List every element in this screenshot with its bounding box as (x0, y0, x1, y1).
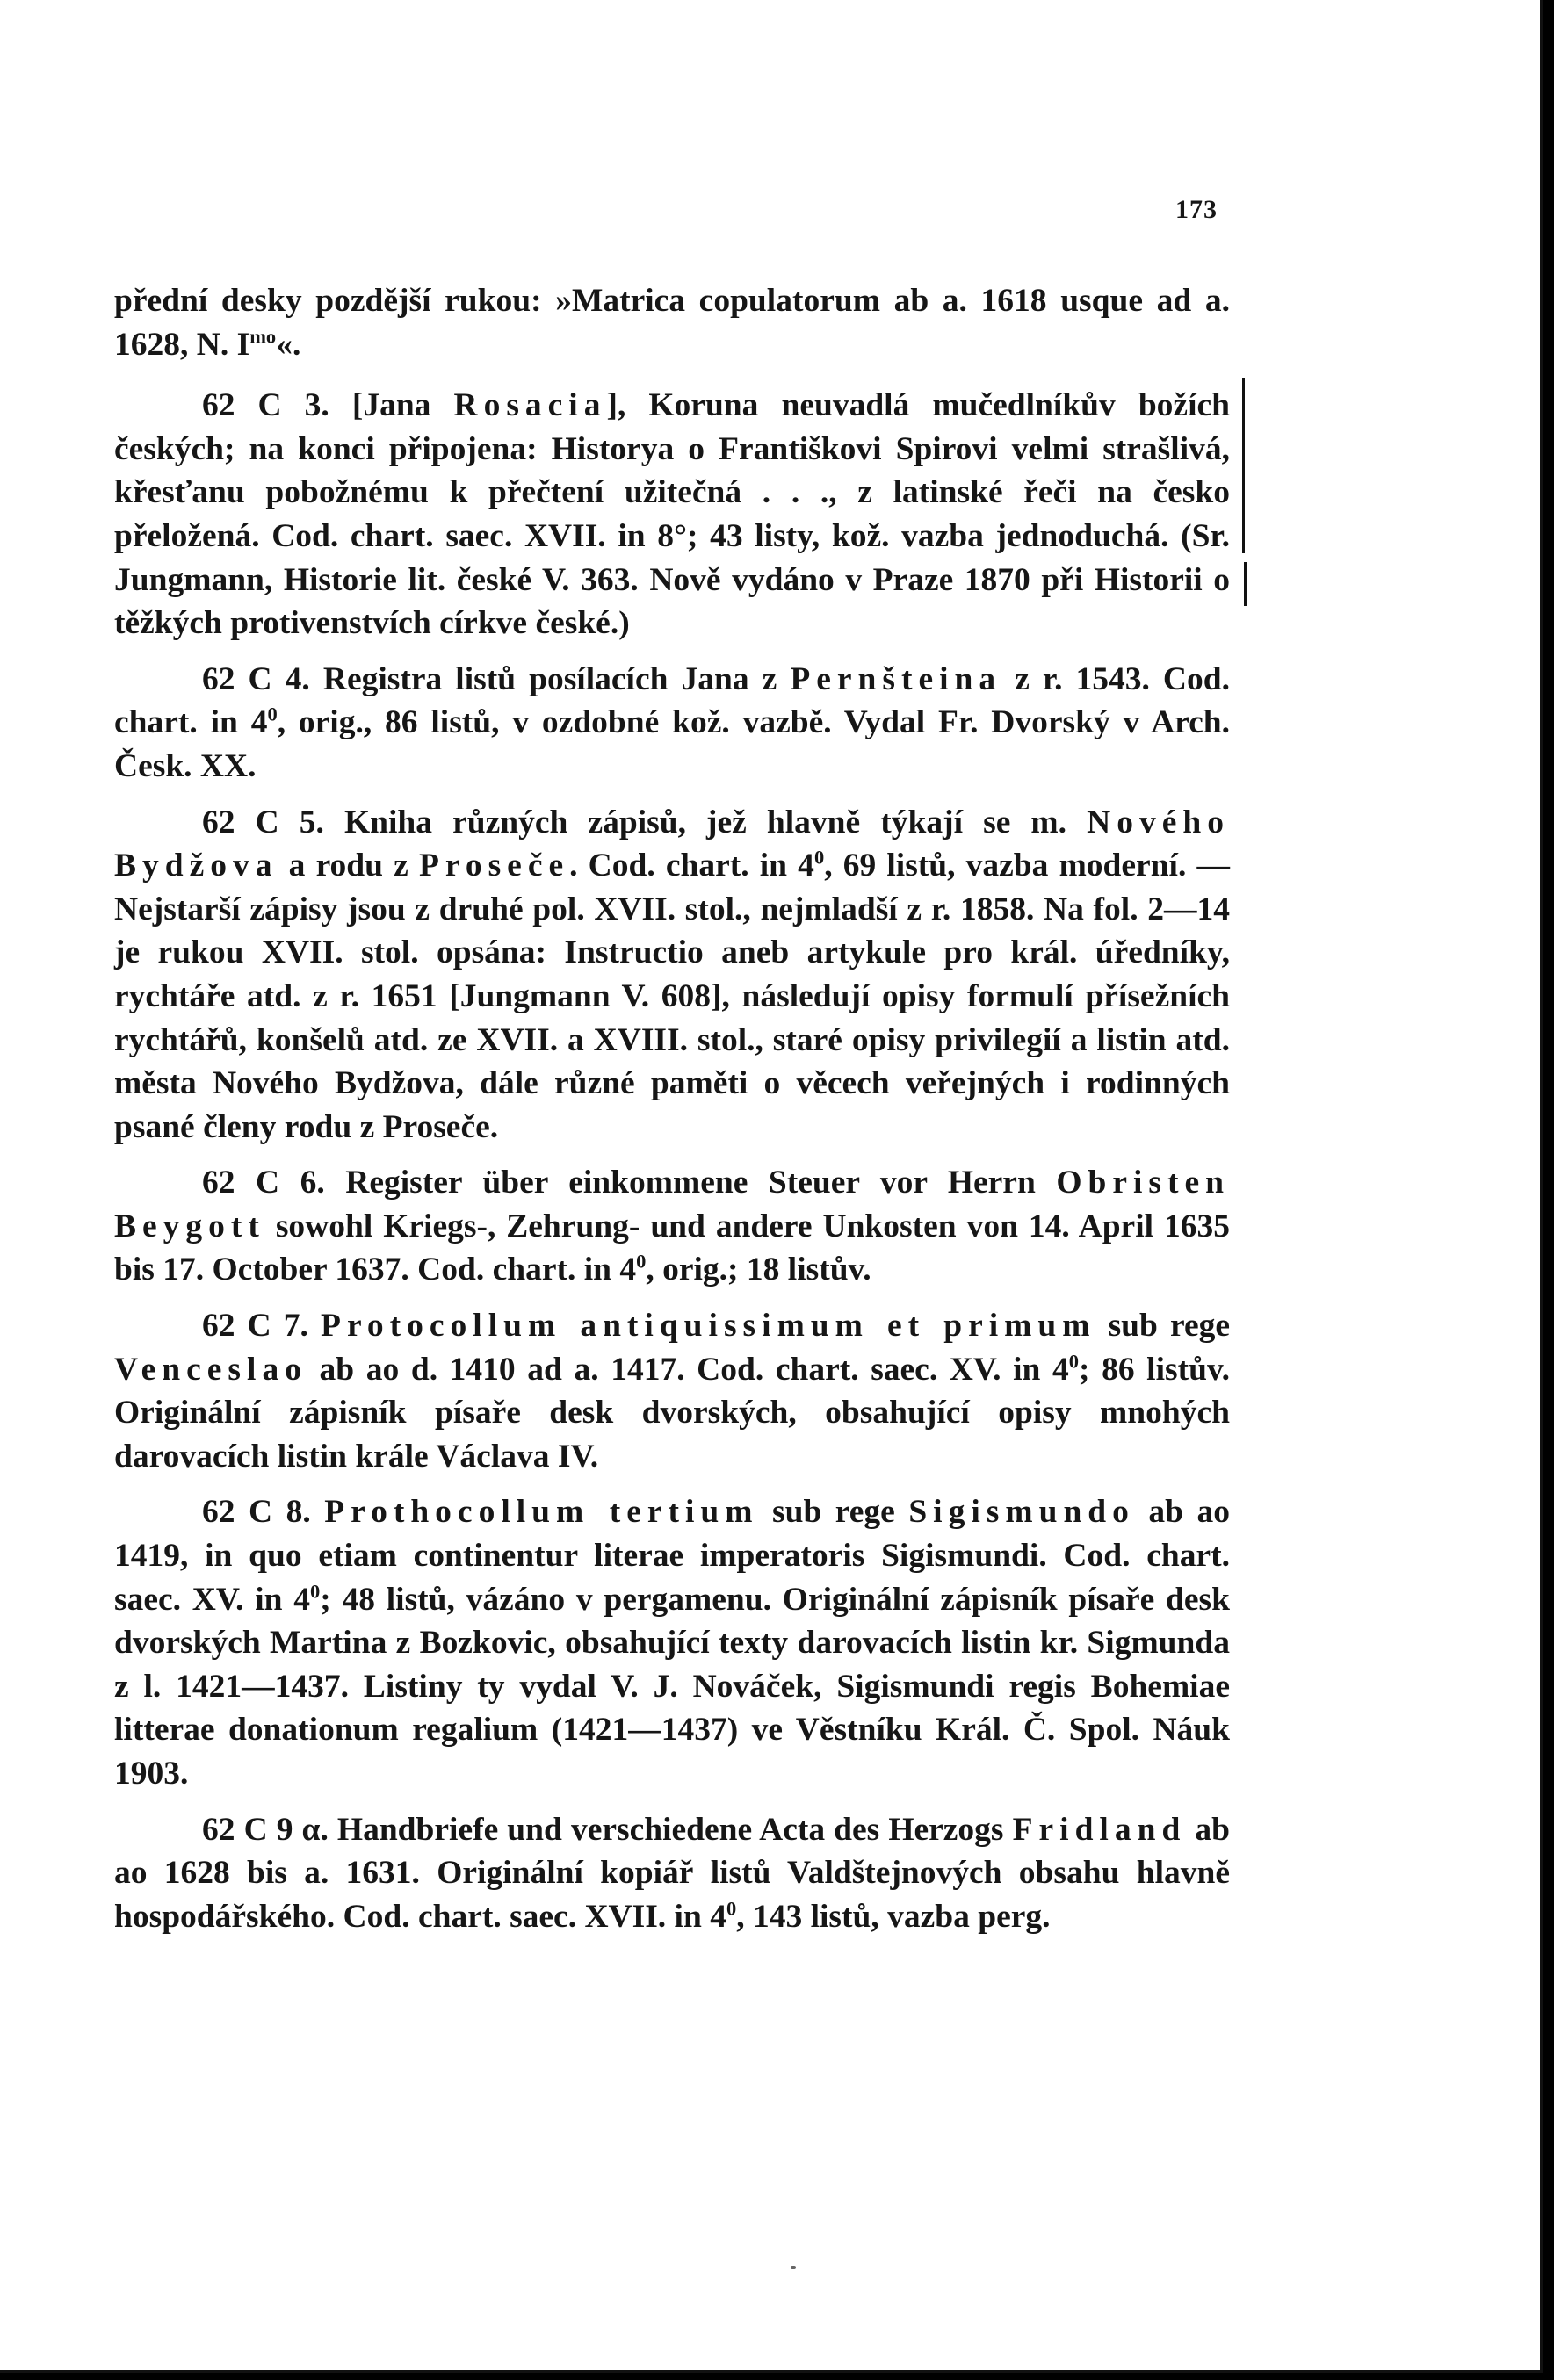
catalog-entry-62-c-8 (114, 1490, 1230, 1795)
text-run: ab ao 1628 bis a. 1631. Originální kopiář listů Valdštejnových obsahu hlavně hospodářského. Cod. chart. saec. XVII. in 4 (114, 1811, 1230, 1935)
catalog-entry-62-c-6 (114, 1161, 1230, 1292)
superscript: 0 (813, 846, 825, 869)
spaced-name: Prothocollum tertium (324, 1494, 759, 1531)
spaced-name: Proseče (418, 847, 570, 884)
signature-label: 62 C 4. (202, 660, 310, 697)
catalog-entry-62-c-7 (114, 1304, 1230, 1478)
text-run: , orig., 86 listů, v ozdobné kož. vazbě. Vydal Fr. Dvorský v Arch. Česk. XX. (114, 704, 1230, 784)
superscript: 0 (267, 703, 278, 725)
catalog-entry-62-c-9a (114, 1808, 1230, 1939)
signature-label: 62 C 5. (202, 804, 324, 840)
text-run: z r. 1543. Cod. chart. in 4 (114, 660, 1230, 741)
text-run: ], Koruna neuvadlá mučedlníkův božích českých; na konci připojena: Historya o Františkovi Spirovi velmi strašlivá, křesťanu pobožnému k přečtení užitečná . . ., z latinské řeči na česko přeložená. Cod. chart. saec. XVII. in 8°; 43 listy, kož. vazba jednoduchá. (Sr. Jungmann, Historie lit. české V. 363. Nově vydáno v Praze 1870 při Historii o těžkých protivenstvích církve české.) (114, 387, 1230, 642)
text-run: sowohl Kriegs-, Zehrung- und andere Unkosten von 14. April 1635 bis 17. October 1637. Cod. chart. in 4 (114, 1208, 1230, 1288)
binding-edge-mark (1244, 562, 1247, 606)
text-run: Registra listů posílacích Jana z (309, 660, 791, 697)
superscript: 0 (1068, 1350, 1079, 1373)
spaced-name: Sigismundo (908, 1494, 1135, 1531)
spaced-name: Venceslao (114, 1351, 307, 1388)
spaced-name: Obristen Beygott (114, 1165, 1230, 1244)
catalog-entry-62-c-4 (114, 658, 1230, 789)
signature-label: 62 C 3. (202, 387, 329, 424)
superscript: 0 (636, 1250, 647, 1273)
superscript: 0 (726, 1897, 737, 1920)
text-run: , 69 listů, vazba moderní. — Nejstarší zápisy jsou z druhé pol. XVII. stol., nejmladší z r. 1858. Na fol. 2—14 je rukou XVII. stol. opsána: Instructio aneb artykule pro král. úředníky, rychtáře atd. z r. 1651 [Jungmann V. 608], následují opisy formulí přísežních rychtářů, konšelů atd. ze XVII. a XVIII. stol., staré opisy privilegií a listin atd. města Nového Bydžova, dále různé paměti o věcech veřejných i rodinných psané členy rodu z Proseče. (114, 847, 1231, 1145)
text-run: ; 86 listův. Originální zápisník písaře desk dvorských, obsahující opisy mnohých darovacích listin krále Václava IV. (114, 1351, 1230, 1475)
text-run: sub rege (1095, 1308, 1230, 1345)
text-run: . Cod. chart. in 4 (569, 847, 814, 884)
binding-edge-mark (1242, 378, 1245, 553)
catalog-entry-62-c-3 (114, 384, 1230, 645)
text-run: a rodu z (278, 847, 419, 884)
text-run: ; 48 listů, vázáno v pergamenu. Originální zápisník písaře desk dvorských Martina z Bozkovic, obsahující texty darovacích listin kr. Sigmunda z l. 1421—1437. Listiny ty vydal V. J. Nováček, Sigismundi regis Bohemiae litterae donationum regalium (1421—1437) ve Věstníku Král. Č. Spol. Náuk 1903. (114, 1581, 1230, 1792)
spaced-name: Nového Bydžova (114, 804, 1230, 884)
spaced-name: Rosacia (453, 387, 607, 424)
spaced-name: Protocollum antiquissimum et primum (321, 1308, 1096, 1345)
text-run: [Jana (329, 387, 454, 424)
page-number: 173 (1175, 195, 1218, 224)
signature-label: 62 C 8. (202, 1494, 311, 1531)
text-run (308, 1308, 321, 1344)
text-run: , orig.; 18 listův. (646, 1251, 871, 1288)
text-run: sub rege (758, 1494, 909, 1531)
superscript: 0 (310, 1580, 321, 1603)
signature-label: 62 C 7. (202, 1308, 308, 1345)
text-run: , 143 listů, vazba perg. (736, 1898, 1051, 1935)
page-text (114, 279, 1230, 1938)
text-run: «. (276, 326, 301, 363)
text-run: přední desky pozdější rukou: »Matrica copulatorum ab a. 1618 usque ad a. 1628, N. I (114, 283, 1230, 363)
spaced-name: Pernšteina (790, 660, 1002, 697)
superscript: mo (249, 325, 277, 348)
paper-speck (791, 2266, 796, 2269)
spaced-name: Fridland (1012, 1811, 1187, 1848)
text-run: Handbriefe und verschiedene Acta des Herzogs (328, 1811, 1013, 1848)
paragraph-intro (114, 279, 1230, 366)
signature-label: 62 C 9 α. (202, 1811, 329, 1848)
text-run: Register über einkommene Steuer vor Herrn (324, 1165, 1057, 1201)
text-run: Kniha různých zápisů, jež hlavně týkají se m. (323, 804, 1088, 840)
text-run: ab ao d. 1410 ad a. 1417. Cod. chart. saec. XV. in 4 (307, 1351, 1069, 1388)
catalog-entry-62-c-5 (114, 801, 1230, 1150)
text-run (311, 1494, 325, 1530)
text-run: ab ao 1419, in quo etiam continentur literae imperatoris Sigismundi. Cod. chart. saec. XV. in 4 (114, 1494, 1230, 1618)
signature-label: 62 C 6. (202, 1165, 325, 1201)
